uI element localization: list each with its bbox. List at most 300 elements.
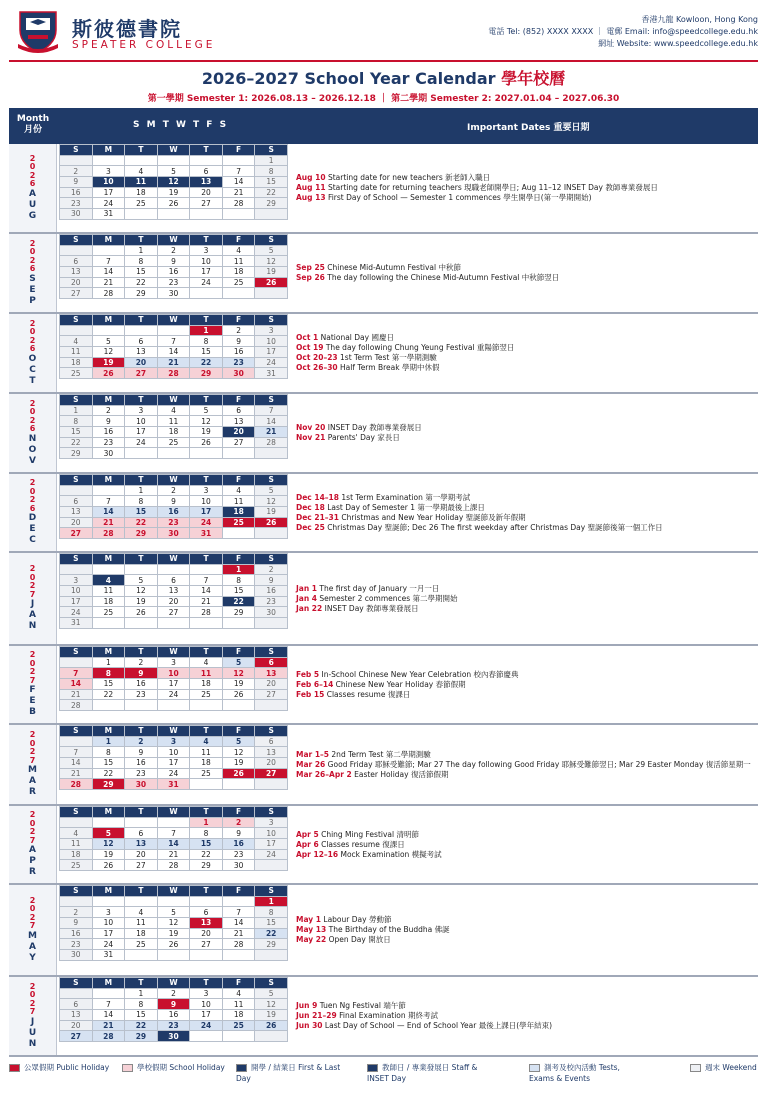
week-row — [60, 1010, 288, 1021]
year-digit: 2 — [29, 650, 36, 659]
day-cell: 10 — [157, 747, 190, 758]
day-cell: 30 — [222, 368, 255, 379]
day-header: S — [255, 315, 288, 326]
day-cell: 5 — [255, 988, 288, 999]
day-header: T — [190, 235, 223, 246]
event-date: Jan 4 — [296, 593, 318, 603]
event-date: Oct 1 — [296, 333, 319, 342]
day-header: W — [157, 807, 190, 818]
page-title: 2026–2027 School Year Calendar 學年校曆 — [201, 69, 566, 88]
event-date: Apr 6 — [296, 839, 319, 849]
day-cell: 24 — [157, 689, 190, 700]
day-cell: 20 — [60, 1020, 93, 1031]
day-cell — [255, 950, 288, 961]
day-cell — [255, 700, 288, 711]
day-cell: 30 — [60, 950, 93, 961]
important-dates-header: Important Dates 重要日期 — [467, 123, 590, 133]
day-header: W — [157, 978, 190, 989]
year-digit: 0 — [29, 407, 36, 416]
day-cell: 2 — [125, 736, 158, 747]
week-row — [60, 928, 288, 939]
day-cell: 1 — [60, 405, 93, 416]
day-cell: 29 — [255, 939, 288, 950]
day-cell: 23 — [60, 198, 93, 209]
event-text: Last Day of School — End of School Year 最後上課日(學年結束) — [322, 1021, 553, 1030]
event-date: Feb 15 — [296, 689, 325, 699]
day-cell: 11 — [125, 918, 158, 929]
week-row — [60, 166, 288, 177]
legend-label: 學校假期 School Holiday — [137, 1063, 225, 1072]
day-cell: 3 — [190, 485, 223, 496]
day-header: T — [190, 395, 223, 406]
week-row — [60, 507, 288, 518]
day-cell: 16 — [255, 586, 288, 597]
day-cell: 19 — [157, 928, 190, 939]
day-cell: 8 — [60, 416, 93, 427]
day-cell: 17 — [190, 507, 223, 518]
day-cell: 26 — [222, 768, 255, 779]
contact-block — [488, 14, 758, 50]
week-row — [60, 988, 288, 999]
day-cell — [60, 896, 93, 907]
day-header: T — [125, 978, 158, 989]
day-cell: 18 — [190, 679, 223, 690]
day-cell: 21 — [92, 517, 125, 528]
month-letter: C — [29, 364, 36, 375]
day-cell — [157, 564, 190, 575]
day-cell: 16 — [125, 679, 158, 690]
day-cell: 18 — [92, 596, 125, 607]
day-header: W — [157, 235, 190, 246]
week-row — [60, 668, 288, 679]
year-digit: 2 — [29, 495, 36, 504]
day-cell — [190, 209, 223, 220]
school-name-zh: 斯彼德書院 — [72, 17, 182, 41]
day-cell: 18 — [125, 928, 158, 939]
month-letter: C — [29, 535, 36, 545]
day-cell — [222, 700, 255, 711]
day-header: F — [222, 886, 255, 897]
day-cell: 21 — [190, 596, 223, 607]
day-cell: 28 — [222, 939, 255, 950]
year-digit: 7 — [29, 921, 36, 930]
day-cell: 1 — [255, 155, 288, 166]
day-cell: 4 — [190, 657, 223, 668]
day-header: F — [222, 235, 255, 246]
month-row-apr — [9, 806, 758, 885]
day-cell: 22 — [255, 928, 288, 939]
day-cell: 14 — [60, 679, 93, 690]
day-cell: 10 — [255, 828, 288, 839]
day-cell: 9 — [92, 416, 125, 427]
day-cell — [60, 988, 93, 999]
day-cell: 27 — [157, 607, 190, 618]
year-digit: 2 — [29, 912, 36, 922]
day-cell: 13 — [125, 347, 158, 358]
event-date: Nov 20 — [296, 423, 326, 432]
day-cell: 8 — [92, 668, 125, 679]
day-cell: 14 — [92, 507, 125, 518]
day-cell: 16 — [125, 758, 158, 769]
month-letter: M — [28, 765, 37, 775]
semester-subtitle: 第一學期 Semester 1: 2026.08.13 – 2026.12.18 ｜ 第二學期 Semester 2: 2027.01.04 – 2027.06.30 — [147, 94, 620, 104]
day-cell: 1 — [92, 657, 125, 668]
day-cell: 27 — [60, 1031, 93, 1042]
day-cell: 5 — [92, 336, 125, 347]
week-row — [60, 448, 288, 459]
event-text: Good Friday 耶穌受難節; Mar 27 The day following Good Friday 耶穌受難節翌日; Mar 29 Easter Monday 復活節星期一 — [325, 759, 751, 769]
important-dates — [296, 725, 752, 804]
month-row-mar — [9, 725, 758, 806]
day-cell: 12 — [125, 586, 158, 597]
day-header: S — [255, 726, 288, 737]
event-item — [296, 690, 752, 700]
week-row — [60, 288, 288, 299]
day-cell: 18 — [60, 849, 93, 860]
day-header: S — [255, 554, 288, 565]
day-cell: 29 — [125, 528, 158, 539]
event-item — [296, 433, 752, 443]
day-cell: 1 — [125, 245, 158, 256]
year-digit: 2 — [29, 730, 36, 739]
week-row — [60, 828, 288, 839]
event-date: Mar 26–Apr 2 — [296, 769, 352, 779]
day-cell: 14 — [222, 918, 255, 929]
day-header: T — [125, 886, 158, 897]
day-cell — [125, 817, 158, 828]
event-text: The Birthday of the Buddha 佛誕 — [326, 925, 450, 934]
day-cell: 2 — [222, 325, 255, 336]
month-calendar — [59, 646, 288, 711]
day-cell: 4 — [92, 575, 125, 586]
event-item — [296, 333, 752, 343]
event-item — [296, 1001, 752, 1011]
day-cell: 5 — [255, 485, 288, 496]
table-header — [9, 108, 758, 144]
day-cell — [222, 528, 255, 539]
event-text: Ching Ming Festival 清明節 — [318, 829, 419, 839]
month-letter: R — [29, 787, 36, 797]
month-letter: N — [28, 433, 37, 444]
day-cell: 11 — [60, 839, 93, 850]
week-row — [60, 817, 288, 828]
day-cell: 3 — [157, 657, 190, 668]
week-row — [60, 747, 288, 758]
day-cell — [60, 736, 93, 747]
day-cell: 2 — [255, 564, 288, 575]
day-cell: 6 — [125, 828, 158, 839]
day-cell: 20 — [190, 187, 223, 198]
event-date: Jan 1 — [296, 583, 318, 593]
day-cell: 30 — [60, 209, 93, 220]
day-cell: 10 — [190, 496, 223, 507]
day-cell — [60, 657, 93, 668]
day-cell: 28 — [92, 528, 125, 539]
legend-swatch-icon — [690, 1064, 701, 1072]
year-digit: 0 — [29, 486, 36, 496]
event-text: The first day of January 一月一日 — [317, 583, 440, 593]
day-cell: 4 — [222, 988, 255, 999]
event-text: INSET Day 教師專業發展日 — [322, 603, 419, 613]
week-row — [60, 1020, 288, 1031]
day-cell — [222, 448, 255, 459]
month-header: Month 月份 — [16, 114, 50, 135]
legend-label: 週末 Weekend — [705, 1063, 757, 1072]
day-cell: 24 — [190, 277, 223, 288]
event-item — [296, 584, 752, 594]
day-cell: 11 — [157, 416, 190, 427]
event-item — [296, 503, 752, 513]
legend-swatch-icon — [367, 1064, 378, 1072]
day-cell: 15 — [92, 679, 125, 690]
day-cell — [125, 700, 158, 711]
day-cell: 19 — [222, 679, 255, 690]
day-header: S — [255, 978, 288, 989]
day-cell: 10 — [92, 918, 125, 929]
day-cell — [92, 485, 125, 496]
day-cell: 8 — [222, 575, 255, 586]
day-cell: 28 — [222, 198, 255, 209]
year-digit: 0 — [29, 162, 36, 171]
day-cell: 25 — [125, 198, 158, 209]
website: 網址 Website: www.speedcollege.edu.hk — [598, 39, 758, 48]
day-header: T — [125, 315, 158, 326]
day-cell: 28 — [60, 779, 93, 790]
day-header: T — [190, 726, 223, 737]
day-cell — [255, 288, 288, 299]
month-letter: F — [29, 685, 36, 695]
day-cell: 6 — [190, 166, 223, 177]
year-digit: 2 — [29, 981, 36, 991]
day-cell: 19 — [255, 507, 288, 518]
day-cell: 16 — [222, 347, 255, 358]
day-cell: 15 — [190, 347, 223, 358]
day-header: M — [92, 315, 125, 326]
day-cell: 19 — [92, 357, 125, 368]
week-row — [60, 427, 288, 438]
day-cell: 9 — [60, 177, 93, 188]
day-cell: 30 — [125, 779, 158, 790]
year-digit: 2 — [29, 998, 36, 1008]
day-header: T — [190, 807, 223, 818]
important-dates — [296, 553, 752, 644]
important-dates — [296, 314, 752, 392]
day-cell — [125, 564, 158, 575]
month-letter: N — [28, 621, 37, 631]
day-cell: 17 — [157, 758, 190, 769]
day-header: T — [125, 554, 158, 565]
day-cell: 13 — [125, 839, 158, 850]
day-header: W — [157, 145, 190, 156]
day-cell — [255, 618, 288, 629]
day-cell: 12 — [157, 918, 190, 929]
day-header: S — [60, 726, 93, 737]
week-row — [60, 405, 288, 416]
day-cell: 11 — [222, 999, 255, 1010]
month-calendar — [59, 806, 288, 871]
day-header: S — [60, 395, 93, 406]
day-cell: 6 — [190, 907, 223, 918]
day-cell: 12 — [255, 256, 288, 267]
event-text: 1st Term Test 第一學期測驗 — [337, 353, 437, 362]
important-dates — [296, 394, 752, 472]
month-letter: A — [29, 776, 36, 786]
event-date: Dec 21–31 — [296, 512, 339, 522]
day-cell: 30 — [92, 448, 125, 459]
event-text: Last Day of Semester 1 第一學期最後上課日 — [324, 502, 485, 512]
day-cell: 19 — [255, 267, 288, 278]
day-cell: 7 — [190, 575, 223, 586]
year-digit: 2 — [29, 810, 36, 819]
day-cell — [92, 325, 125, 336]
event-date: Sep 26 — [296, 273, 325, 282]
day-cell: 15 — [92, 758, 125, 769]
year-digit: 7 — [29, 755, 36, 765]
day-cell: 15 — [125, 507, 158, 518]
day-cell — [125, 618, 158, 629]
day-cell: 9 — [125, 747, 158, 758]
day-cell — [60, 325, 93, 336]
day-cell — [92, 700, 125, 711]
day-cell: 11 — [222, 496, 255, 507]
day-cell: 13 — [190, 177, 223, 188]
day-cell: 28 — [157, 860, 190, 871]
day-header: T — [190, 554, 223, 565]
school-crest-icon — [16, 8, 60, 54]
legend-item — [236, 1062, 354, 1084]
day-header: T — [190, 886, 223, 897]
day-cell: 27 — [60, 528, 93, 539]
day-header: M — [92, 395, 125, 406]
day-cell: 2 — [125, 657, 158, 668]
day-cell: 1 — [125, 485, 158, 496]
important-dates — [296, 885, 752, 975]
day-cell: 25 — [60, 368, 93, 379]
day-cell: 26 — [255, 517, 288, 528]
year-digit: 2 — [29, 747, 36, 756]
event-item — [296, 915, 752, 925]
day-cell: 30 — [255, 607, 288, 618]
day-cell: 20 — [60, 277, 93, 288]
day-cell: 19 — [222, 758, 255, 769]
day-cell: 26 — [157, 939, 190, 950]
day-cell — [222, 779, 255, 790]
day-cell: 24 — [92, 939, 125, 950]
month-label — [9, 885, 57, 975]
event-item — [296, 680, 752, 690]
year-digit: 2 — [29, 564, 36, 573]
day-cell: 20 — [255, 679, 288, 690]
day-cell: 1 — [190, 817, 223, 828]
day-cell: 29 — [125, 1031, 158, 1042]
day-cell: 1 — [190, 325, 223, 336]
day-cell: 23 — [60, 939, 93, 950]
day-cell: 23 — [157, 1020, 190, 1031]
week-row — [60, 950, 288, 961]
day-cell — [92, 245, 125, 256]
event-date: Dec 14–18 — [296, 492, 339, 502]
day-cell: 11 — [125, 177, 158, 188]
week-row — [60, 564, 288, 575]
day-cell: 15 — [125, 267, 158, 278]
event-text: Parents' Day 家長日 — [325, 433, 400, 442]
day-cell: 16 — [157, 1010, 190, 1021]
month-calendar — [59, 234, 288, 299]
year-digit: 2 — [29, 238, 36, 248]
day-cell: 4 — [60, 336, 93, 347]
day-cell: 23 — [92, 437, 125, 448]
month-letter: U — [28, 199, 37, 210]
event-date: Aug 10 — [296, 173, 326, 182]
legend-item — [9, 1062, 127, 1073]
event-date: Jun 9 — [296, 1001, 318, 1010]
day-cell: 7 — [60, 747, 93, 758]
day-header: F — [222, 395, 255, 406]
event-item — [296, 363, 752, 373]
weekday-header: S M T W T F S — [133, 120, 229, 130]
month-letter: G — [28, 210, 37, 221]
week-row — [60, 347, 288, 358]
day-cell: 6 — [60, 256, 93, 267]
day-header: S — [255, 145, 288, 156]
year-digit: 6 — [29, 179, 36, 188]
day-cell: 5 — [222, 736, 255, 747]
month-letter: N — [28, 1038, 37, 1049]
month-label — [9, 144, 57, 232]
day-cell: 22 — [125, 277, 158, 288]
day-header: W — [157, 726, 190, 737]
event-date: May 1 — [296, 915, 322, 924]
year-digit: 2 — [29, 895, 36, 905]
day-cell: 7 — [60, 668, 93, 679]
day-cell: 14 — [255, 416, 288, 427]
day-cell — [60, 485, 93, 496]
event-item — [296, 1011, 752, 1021]
week-row — [60, 860, 288, 871]
week-row — [60, 607, 288, 618]
event-text: Christmas and New Year Holiday 聖誕節及新年假期 — [339, 512, 526, 522]
day-cell: 2 — [157, 485, 190, 496]
event-date: Oct 20–23 — [296, 353, 338, 362]
month-letter: J — [30, 1016, 35, 1027]
day-cell: 4 — [125, 907, 158, 918]
day-cell: 3 — [92, 907, 125, 918]
day-cell: 15 — [255, 918, 288, 929]
day-cell: 2 — [222, 817, 255, 828]
day-cell: 8 — [255, 166, 288, 177]
week-row — [60, 187, 288, 198]
day-cell: 2 — [157, 245, 190, 256]
day-cell: 17 — [92, 928, 125, 939]
day-cell: 7 — [222, 907, 255, 918]
event-text: Easter Holiday 復活節假期 — [351, 769, 449, 779]
day-cell: 13 — [190, 918, 223, 929]
week-row — [60, 896, 288, 907]
week-row — [60, 779, 288, 790]
event-item — [296, 513, 752, 523]
day-cell: 23 — [222, 357, 255, 368]
event-date: Mar 1–5 — [296, 749, 330, 759]
day-cell: 17 — [157, 679, 190, 690]
day-cell: 26 — [190, 437, 223, 448]
event-item — [296, 670, 752, 680]
day-cell: 12 — [157, 177, 190, 188]
day-header: S — [60, 475, 93, 486]
year-digit: 7 — [29, 675, 36, 685]
event-text: Classes resume 復課日 — [324, 689, 411, 699]
day-cell: 28 — [60, 700, 93, 711]
day-cell: 21 — [222, 187, 255, 198]
